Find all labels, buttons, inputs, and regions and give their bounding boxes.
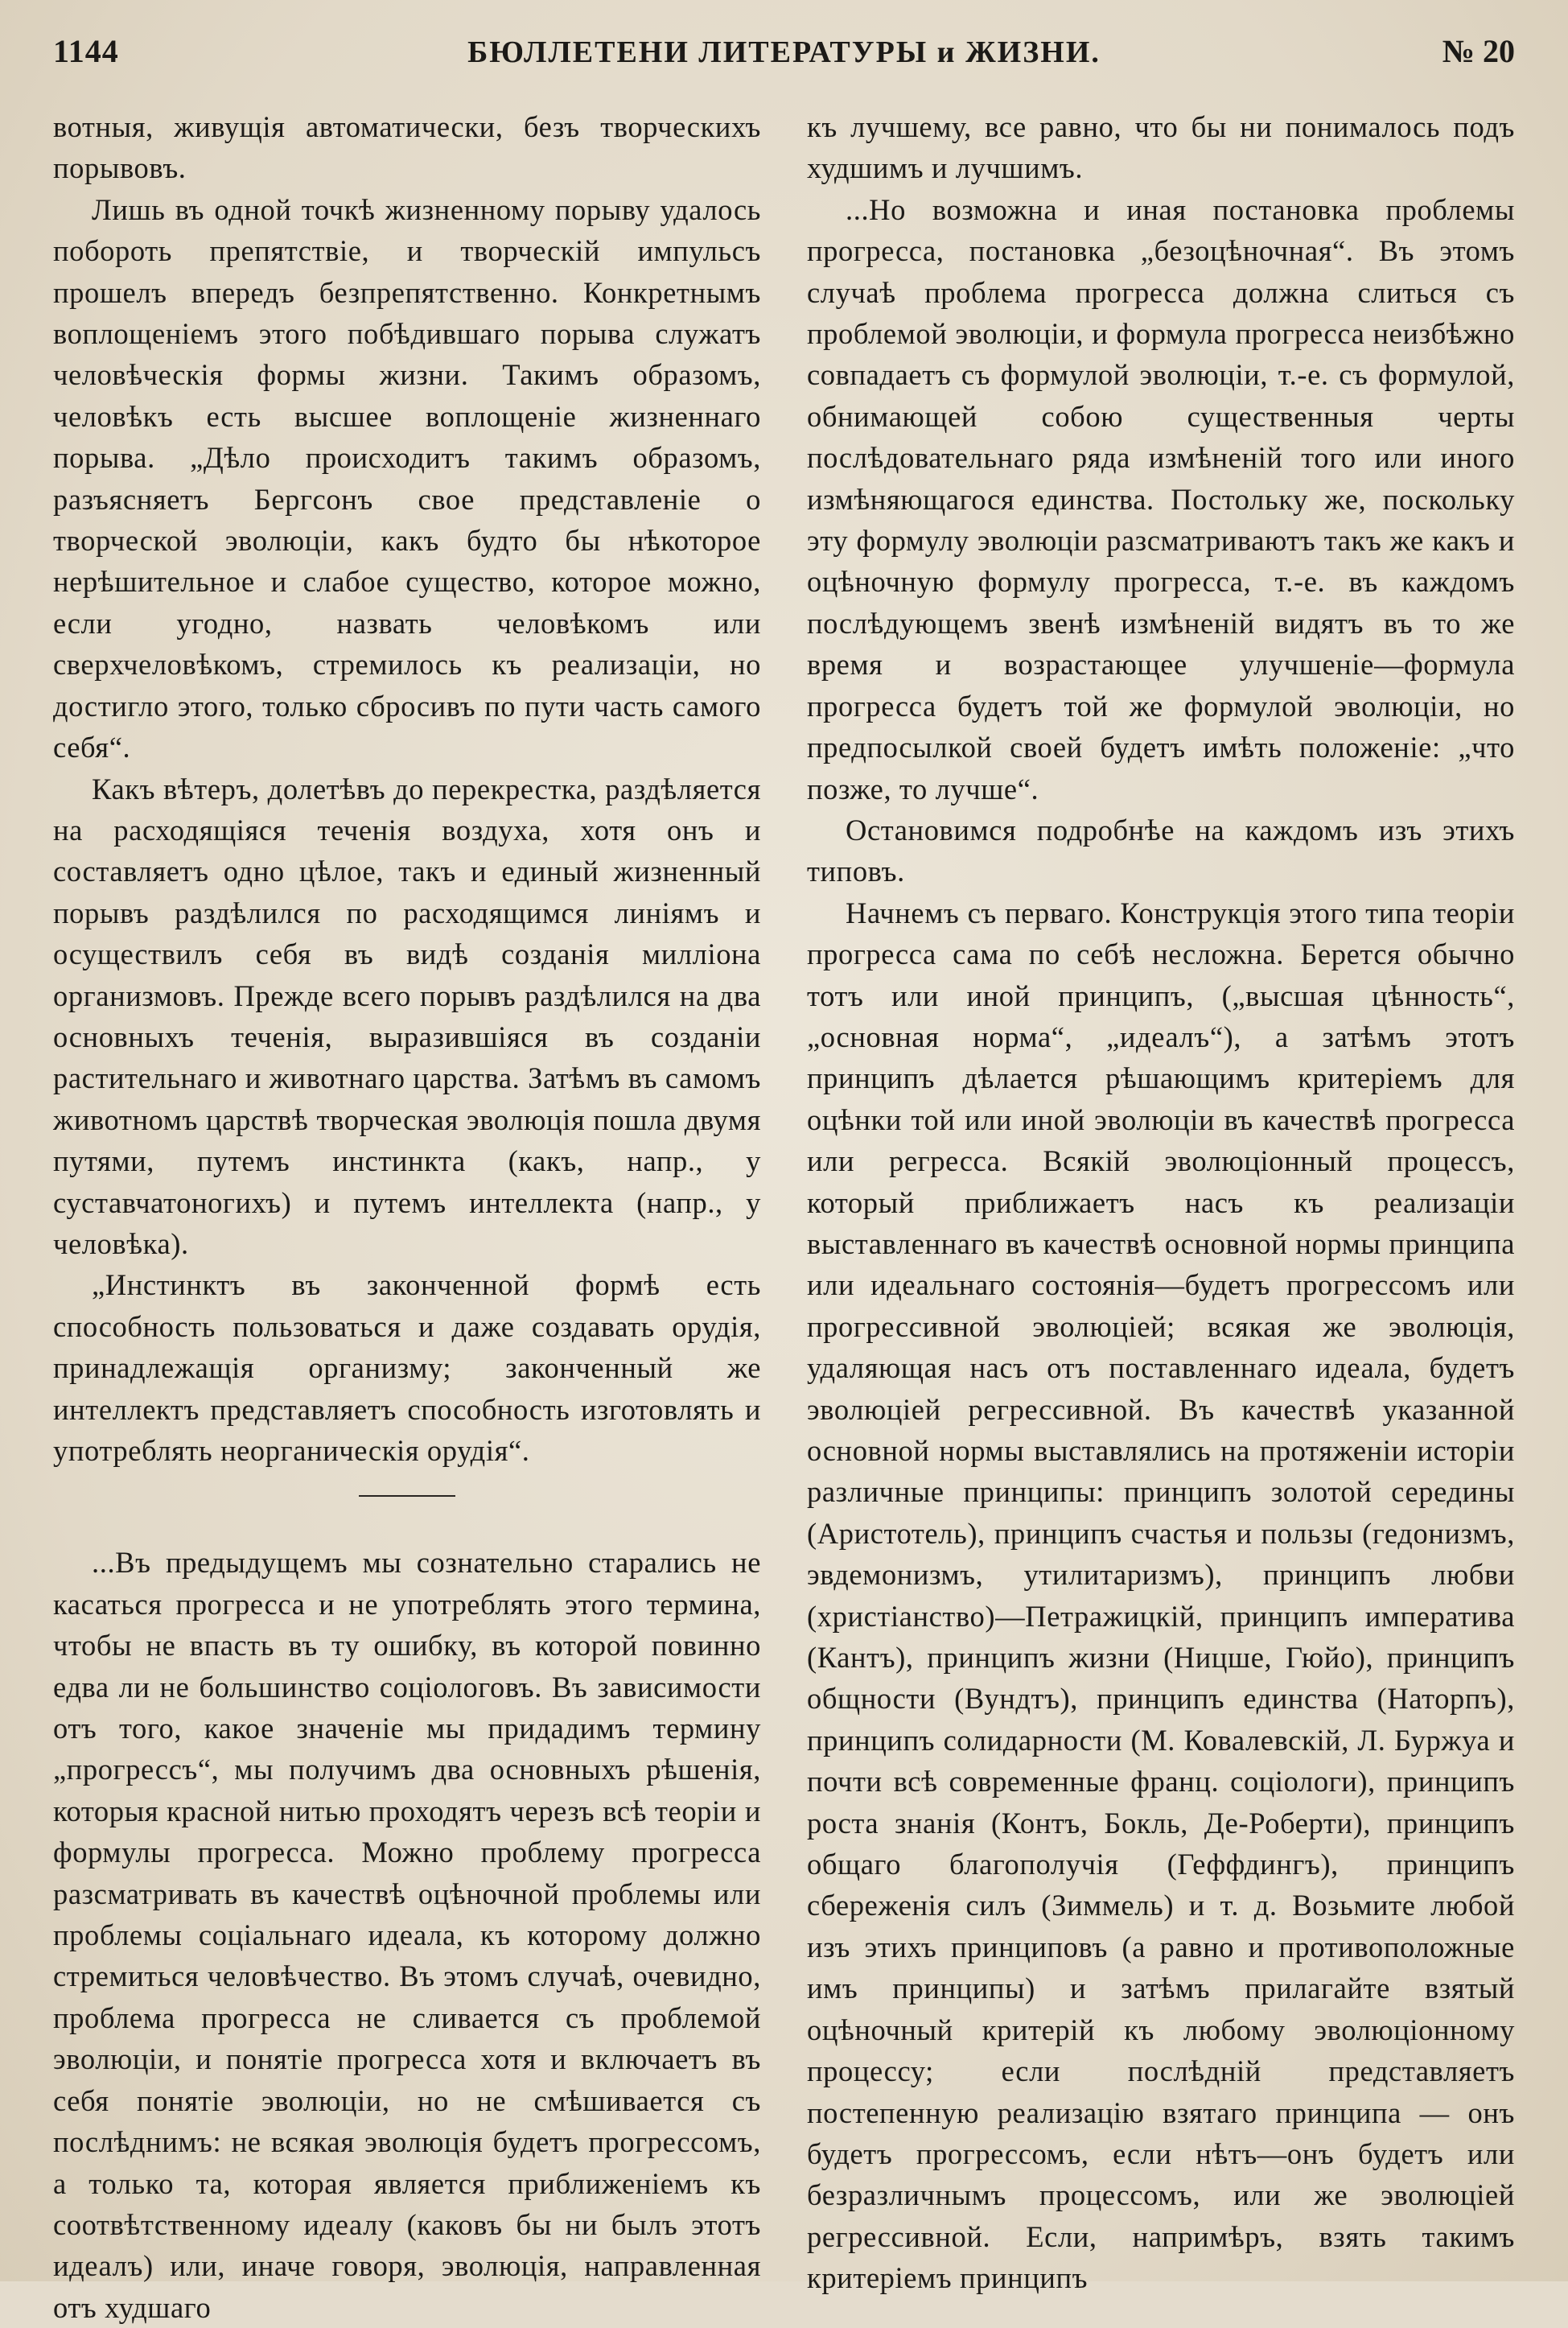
paragraph: Начнемъ съ перваго. Конструкція этого типа теоріи прогресса сама по себѣ несложна. Берется обычно тотъ или иной принципъ, („высшая цѣнность“, „основная норма“, „идеалъ“), а затѣмъ этотъ принципъ дѣлается рѣшающимъ критеріемъ для оцѣнки той или иной эволюціи въ качествѣ прогресса или регресса. Всякій эволюціонный процессъ, который приближаетъ насъ къ реализаціи выставленнаго въ качествѣ основной нормы принципа или идеальнаго состоянія—будетъ прогрессомъ или прогрессивной эволюціей; всякая же эволюція, удаляющая насъ отъ поставленнаго идеала, будетъ эволюціей регрессивной. Въ качествѣ указанной основной нормы выставлялись на протяженіи исторіи различные принципы: принципъ золотой середины (Аристотель), принципъ счастья и пользы (гедонизмъ, эвдемонизмъ, утилитаризмъ), принципъ любви (христіанство)—Петражицкій, принципъ императива (Кантъ), принципъ жизни (Ницше, Гюйо), принципъ общности (Вундтъ), принципъ единства (Наторпъ), принципъ солидарности (М. Ковалевскій, Л. Буржуа и почти всѣ современные франц. соціологи), принципъ роста знанія (Контъ, Бокль, Де-Роберти), принципъ общаго благополучія (Геффдингъ), принципъ сбереженія силъ (Зиммель) и т. д. Возьмите любой изъ этихъ принциповъ (а равно и противоположные имъ принципы) и затѣмъ прилагайте взятый оцѣночный критерій къ любому эволюціонному процессу; если послѣдній представляетъ постепенную реализацію взятаго принципа — онъ будетъ прогрессомъ, если нѣтъ—онъ будетъ или безразличнымъ процессомъ, или же эволюціей регрессивной. Если, напримѣръ, взять такимъ критеріемъ принципъ: [807, 896, 1515, 2295]
quote-paragraph: „Инстинктъ въ законченной формѣ есть способность пользоваться и даже создавать орудія, принадлежащія организму; законченный же интеллектъ представляетъ способность изготовлять и употреблять неорганическія орудія“.: [53, 1268, 761, 1467]
issue-number: № 20: [1442, 33, 1515, 69]
paragraph: вотныя, живущія автоматически, безъ творческихъ порывовъ.: [53, 110, 761, 185]
paragraph: къ лучшему, все равно, что бы ни понималось подъ худшимъ и лучшимъ.: [807, 110, 1515, 185]
running-title: БЮЛЛЕТЕНИ ЛИТЕРАТУРЫ и ЖИЗНИ.: [467, 35, 1101, 69]
left-column: [53, 106, 761, 2324]
section-separator-rule: [359, 1495, 455, 1497]
page-header: [53, 32, 1515, 89]
right-column: [807, 106, 1515, 2295]
paragraph: ...Въ предыдущемъ мы сознательно старались не касаться прогресса и не употреблять этого термина, чтобы не впасть въ ту ошибку, въ которой повинно едва ли не большинство соціологовъ. Въ зависимости отъ того, какое значеніе мы придадимъ термину „прогрессъ“, мы получимъ два основныхъ рѣшенія, которыя красной нитью проходятъ черезъ всѣ теоріи и формулы прогресса. Можно проблему прогресса разсматривать въ качествѣ оцѣночной проблемы или проблемы соціальнаго идеала, къ которому должно стремиться человѣчество. Въ этомъ случаѣ, очевидно, проблема прогресса не сливается съ проблемой эволюціи, и понятіе прогресса хотя и включаетъ въ себя понятіе эволюціи, но не смѣшивается съ послѣднимъ: не всякая эволюція будетъ прогрессомъ, а только та, которая является приближеніемъ къ соотвѣтственному идеалу (каковъ бы ни былъ этотъ идеалъ) или, иначе говоря, эволюція, направленная отъ худшаго: [53, 1546, 761, 2324]
paragraph: ...Но возможна и иная постановка проблемы прогресса, постановка „безоцѣночная“. Въ этомъ случаѣ проблема прогресса должна слиться съ проблемой эволюціи, и формула прогресса неизбѣжно совпадаетъ съ формулой эволюціи, т.-е. съ формулой, обнимающей собою существенныя черты послѣдовательнаго ряда измѣненій того или иного измѣняющагося единства. Постольку же, поскольку эту формулу эволюціи разсматриваютъ такъ же какъ и оцѣночную формулу прогресса, т.-е. въ каждомъ послѣдующемъ звенѣ измѣненій видятъ въ то же время и возрастающее улучшеніе—формула прогресса будетъ той же формулой эволюціи, но предпосылкой своей будетъ имѣть положеніе: „что позже, то лучше“.: [807, 192, 1515, 806]
paragraph: Какъ вѣтеръ, долетѣвъ до перекрестка, раздѣляется на расходящіяся теченія воздуха, хотя онъ и составляетъ одно цѣлое, такъ и единый жизненный порывъ раздѣлился по расходящимся линіямъ и осуществилъ себя въ видѣ созданія милліона организмовъ. Прежде всего порывъ раздѣлился на два основныхъ теченія, выразившіяся въ созданіи растительнаго и животнаго царства. Затѣмъ въ самомъ животномъ царствѣ творческая эволюція пошла двумя путями, путемъ инстинкта (какъ, напр., у суставчатоногихъ) и путемъ интеллекта (напр., у человѣка).: [53, 772, 761, 1260]
paragraph: Лишь въ одной точкѣ жизненному порыву удалось побороть препятствіе, и творческій импульсъ прошелъ впередъ безпрепятственно. Конкретнымъ воплощеніемъ этого побѣдившаго порыва служатъ человѣческія формы жизни. Такимъ образомъ, человѣкъ есть высшее воплощеніе жизненнаго порыва. „Дѣло происходитъ такимъ образомъ, разъясняетъ Бергсонъ свое представленіе о творческой эволюціи, какъ будто бы нѣкоторое нерѣшительное и слабое существо, которое можно, если угодно, назвать человѣкомъ или сверхчеловѣкомъ, стремилось къ реализаціи, но достигло этого, только сбросивъ по пути часть самого себя“.: [53, 192, 761, 764]
paragraph: Остановимся подробнѣе на каждомъ изъ этихъ типовъ.: [807, 813, 1515, 888]
page-number: 1144: [53, 33, 119, 69]
text-columns: [53, 106, 1515, 2324]
